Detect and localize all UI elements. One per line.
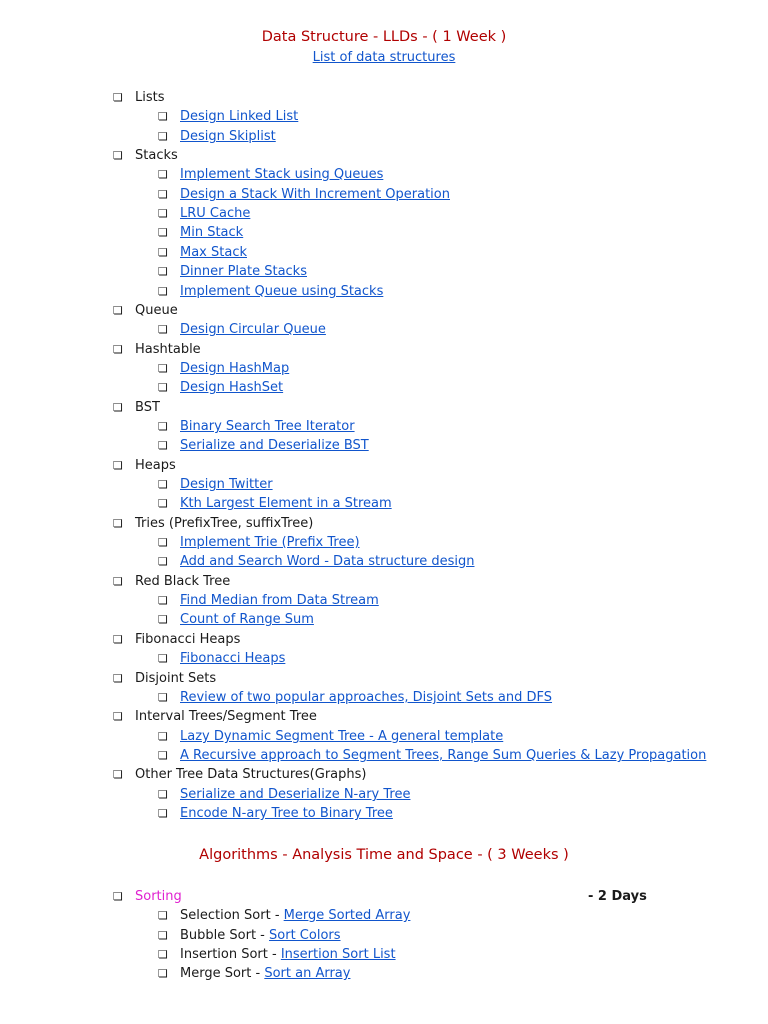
link-binary-search-tree-iterator[interactable]: Binary Search Tree Iterator — [180, 419, 355, 434]
checkbox-bullet-icon: ❏ — [158, 246, 168, 259]
section-label: Interval Trees/Segment Tree — [135, 709, 317, 724]
list-of-data-structures-link[interactable]: List of data structures — [312, 50, 456, 65]
checkbox-bullet-icon: ❏ — [158, 967, 168, 980]
checkbox-bullet-icon: ❏ — [113, 91, 123, 104]
sorting-duration: - 2 Days — [588, 889, 647, 904]
checkbox-bullet-icon: ❏ — [113, 343, 123, 356]
sort-algorithm-label: Bubble Sort - — [180, 928, 270, 943]
link-find-median-from-data-stream[interactable]: Find Median from Data Stream — [180, 593, 379, 608]
checkbox-bullet-icon: ❏ — [158, 207, 168, 220]
checkbox-bullet-icon: ❏ — [158, 788, 168, 801]
checkbox-bullet-icon: ❏ — [158, 536, 168, 549]
checkbox-bullet-icon: ❏ — [158, 420, 168, 433]
checkbox-bullet-icon: ❏ — [113, 149, 123, 162]
checkbox-bullet-icon: ❏ — [113, 890, 123, 903]
link-max-stack[interactable]: Max Stack — [180, 245, 247, 260]
checkbox-bullet-icon: ❏ — [158, 909, 168, 922]
checkbox-bullet-icon: ❏ — [113, 710, 123, 723]
section-label: Red Black Tree — [135, 574, 231, 589]
checkbox-bullet-icon: ❏ — [158, 730, 168, 743]
link-add-and-search-word-data-structure-desig[interactable]: Add and Search Word - Data structure design — [180, 554, 475, 569]
checkbox-bullet-icon: ❏ — [158, 497, 168, 510]
sort-algorithm-label: Merge Sort - — [180, 966, 265, 981]
link-design-linked-list[interactable]: Design Linked List — [180, 109, 299, 124]
section-label: Disjoint Sets — [135, 671, 217, 686]
checkbox-bullet-icon: ❏ — [158, 691, 168, 704]
link-lru-cache[interactable]: LRU Cache — [180, 206, 251, 221]
checkbox-bullet-icon: ❏ — [158, 478, 168, 491]
link-count-of-range-sum[interactable]: Count of Range Sum — [180, 612, 314, 627]
section-label: BST — [135, 400, 160, 415]
checkbox-bullet-icon: ❏ — [158, 594, 168, 607]
link-dinner-plate-stacks[interactable]: Dinner Plate Stacks — [180, 264, 307, 279]
checkbox-bullet-icon: ❏ — [158, 749, 168, 762]
checkbox-bullet-icon: ❏ — [113, 575, 123, 588]
link-design-twitter[interactable]: Design Twitter — [180, 477, 273, 492]
link-a-recursive-approach-to-segment-trees-ra[interactable]: A Recursive approach to Segment Trees, Range Sum Queries & Lazy Propagation — [180, 748, 707, 763]
checkbox-bullet-icon: ❏ — [113, 401, 123, 414]
checkbox-bullet-icon: ❏ — [158, 381, 168, 394]
checkbox-bullet-icon: ❏ — [158, 323, 168, 336]
checkbox-bullet-icon: ❏ — [158, 613, 168, 626]
link-min-stack[interactable]: Min Stack — [180, 225, 244, 240]
sort-algorithm-label: Insertion Sort - — [180, 947, 281, 962]
section-label: Stacks — [135, 148, 178, 163]
link-merge-sorted-array[interactable]: Merge Sorted Array — [283, 908, 411, 923]
page-title: Data Structure - LLDs - ( 1 Week ) — [261, 29, 507, 45]
section-label: Lists — [135, 90, 165, 105]
link-design-circular-queue[interactable]: Design Circular Queue — [180, 322, 326, 337]
section-label: Tries (PrefixTree, suffixTree) — [135, 516, 314, 531]
link-design-skiplist[interactable]: Design Skiplist — [180, 129, 276, 144]
checkbox-bullet-icon: ❏ — [158, 285, 168, 298]
link-design-hashset[interactable]: Design HashSet — [180, 380, 284, 395]
link-lazy-dynamic-segment-tree-a-general-temp[interactable]: Lazy Dynamic Segment Tree - A general template — [180, 729, 504, 744]
link-implement-trie-prefix-tree[interactable]: Implement Trie (Prefix Tree) — [180, 535, 360, 550]
checkbox-bullet-icon: ❏ — [158, 265, 168, 278]
checkbox-bullet-icon: ❏ — [158, 807, 168, 820]
checkbox-bullet-icon: ❏ — [113, 459, 123, 472]
section-label: Hashtable — [135, 342, 201, 357]
link-insertion-sort-list[interactable]: Insertion Sort List — [280, 947, 396, 962]
section-label: Queue — [135, 303, 178, 318]
section-label: Other Tree Data Structures(Graphs) — [135, 767, 367, 782]
sorting-label: Sorting — [135, 889, 182, 904]
link-design-a-stack-with-increment-operation[interactable]: Design a Stack With Increment Operation — [180, 187, 450, 202]
checkbox-bullet-icon: ❏ — [113, 672, 123, 685]
link-sort-an-array[interactable]: Sort an Array — [264, 966, 351, 981]
link-implement-stack-using-queues[interactable]: Implement Stack using Queues — [180, 167, 384, 182]
link-review-of-two-popular-approaches-disjoin[interactable]: Review of two popular approaches, Disjoint Sets and DFS — [180, 690, 553, 705]
checkbox-bullet-icon: ❏ — [158, 652, 168, 665]
link-serialize-and-deserialize-n-ary-tree[interactable]: Serialize and Deserialize N-ary Tree — [180, 787, 411, 802]
checkbox-bullet-icon: ❏ — [158, 439, 168, 452]
checkbox-bullet-icon: ❏ — [113, 517, 123, 530]
algorithms-heading: Algorithms - Analysis Time and Space - ( 3 Weeks ) — [199, 847, 569, 863]
checkbox-bullet-icon: ❏ — [113, 304, 123, 317]
subtitle-row — [0, 50, 768, 65]
checkbox-bullet-icon: ❏ — [158, 362, 168, 375]
link-fibonacci-heaps[interactable]: Fibonacci Heaps — [180, 651, 286, 666]
section-label: Fibonacci Heaps — [135, 632, 241, 647]
link-implement-queue-using-stacks[interactable]: Implement Queue using Stacks — [180, 284, 384, 299]
checkbox-bullet-icon: ❏ — [158, 226, 168, 239]
checkbox-bullet-icon: ❏ — [158, 130, 168, 143]
checkbox-bullet-icon: ❏ — [113, 633, 123, 646]
section-label: Heaps — [135, 458, 176, 473]
checkbox-bullet-icon: ❏ — [158, 555, 168, 568]
link-kth-largest-element-in-a-stream[interactable]: Kth Largest Element in a Stream — [180, 496, 392, 511]
link-serialize-and-deserialize-bst[interactable]: Serialize and Deserialize BST — [180, 438, 369, 453]
checkbox-bullet-icon: ❏ — [158, 168, 168, 181]
link-sort-colors[interactable]: Sort Colors — [269, 928, 341, 943]
link-encode-n-ary-tree-to-binary-tree[interactable]: Encode N-ary Tree to Binary Tree — [180, 806, 393, 821]
checkbox-bullet-icon: ❏ — [158, 188, 168, 201]
sort-algorithm-label: Selection Sort - — [180, 908, 284, 923]
checkbox-bullet-icon: ❏ — [158, 110, 168, 123]
link-design-hashmap[interactable]: Design HashMap — [180, 361, 290, 376]
checkbox-bullet-icon: ❏ — [158, 929, 168, 942]
checkbox-bullet-icon: ❏ — [113, 768, 123, 781]
checkbox-bullet-icon: ❏ — [158, 948, 168, 961]
